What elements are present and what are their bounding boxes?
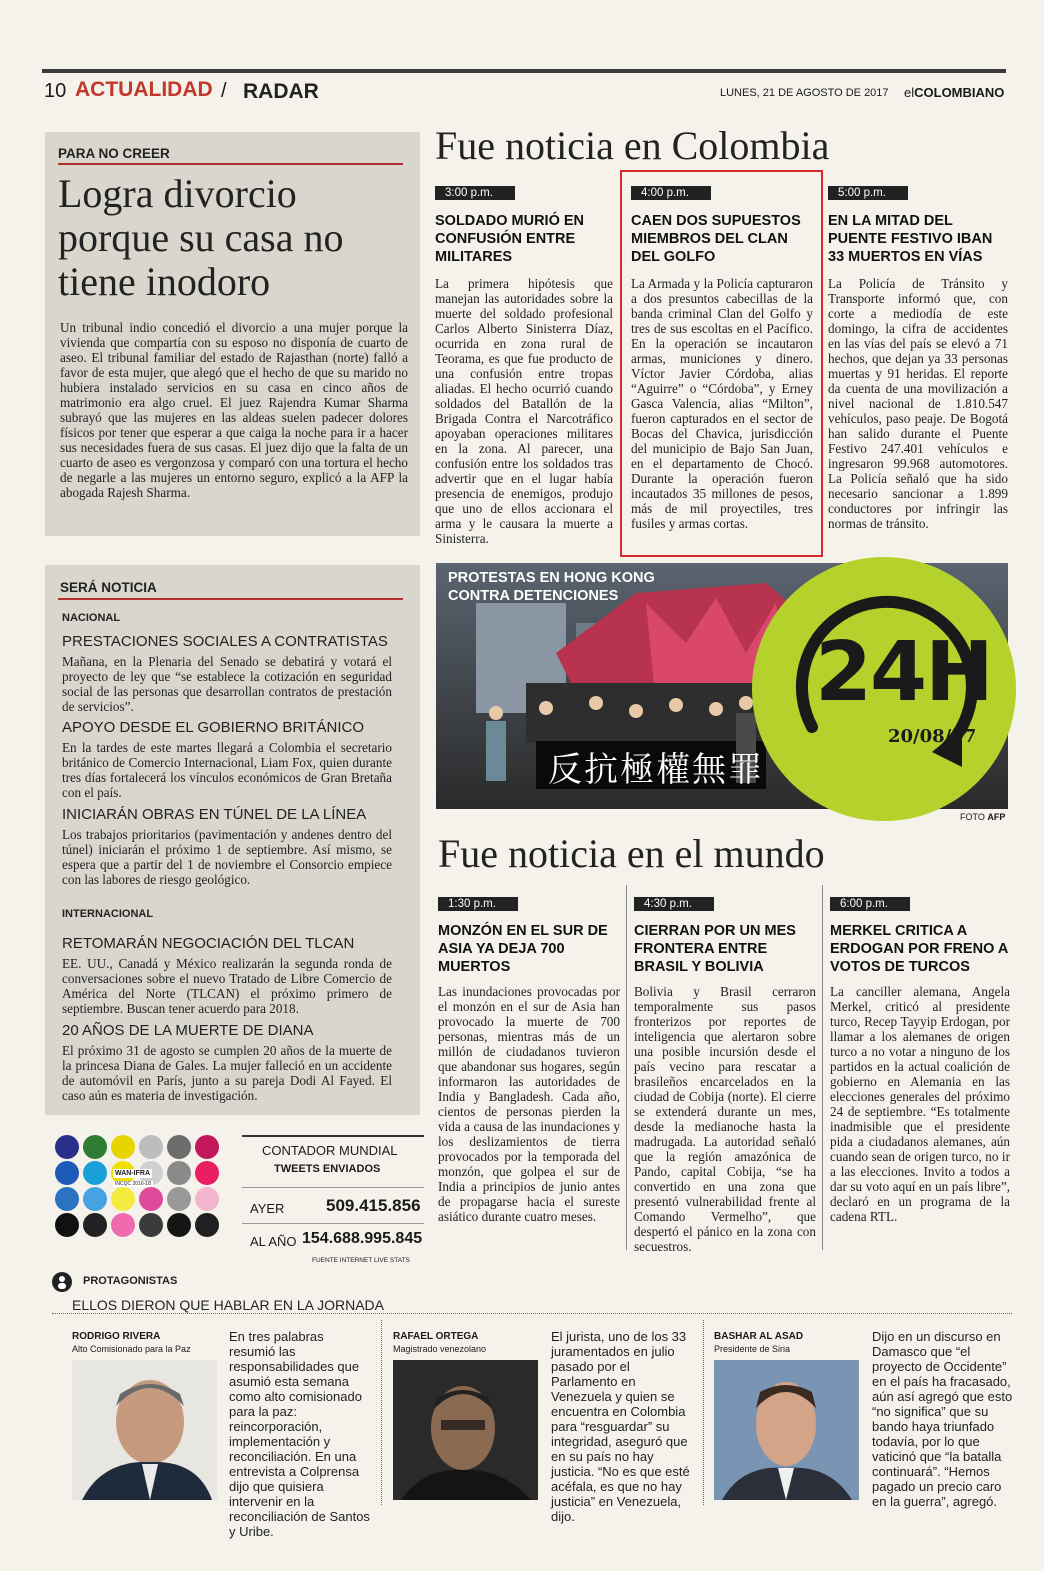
colombia-headline-1: SOLDADO MURIÓ EN CONFUSIÓN ENTRE MILITARES — [435, 213, 585, 265]
person-role-3: Presidente de Siria — [714, 1344, 791, 1354]
section-slash: / — [221, 80, 227, 102]
color-dot — [111, 1135, 135, 1159]
subsection-label: RADAR — [243, 80, 319, 103]
person-text-1: En tres palabras resumió las responsabilidades que asumió esta semana como alto comisionado para la paz: reincorporación, implementación y reconciliación. En una entrevista a Colprensa dijo que quisiera intervenir en la reconciliación de Santos y Uribe. — [229, 1329, 370, 1539]
kicker-rule — [58, 598, 403, 600]
mundo-time-1: 1:30 p.m. — [438, 897, 518, 911]
protagonistas-rule — [52, 1313, 1012, 1314]
24h-label: 24H — [815, 625, 992, 720]
year-value: 154.688.995.845 — [302, 1230, 423, 1247]
mundo-body-1: Las inundaciones provocadas por el monzón en el sur de Asia han provocado la muerte de 700 personas, mientras más de un millón de ciudadanos tuvieron que abandonar sus hogares, según informaron las autoridades de India y Bangladesh. Cada año, cientos de personas pierden la vida a causa de las inundaciones y los deslizamientos de tierra provocados por la temporada del monzón, que golpea el sur de India a principios de junio antes de propagarse hacia el sureste asiático durante cuatro meses. — [438, 984, 620, 1224]
colombia-body-1: La primera hipótesis que manejan las autoridades sobre la muerte del soldado profesional Carlos Alberto Sinisterra Díaz, ocurrida en zona rural de Teorama, es que fue producto de una confusión entre tropas aliadas. El hecho ocurrió cuando soldados del Batallón de la Brigada Contra el Narcotráfico apoyaban operaciones militares en la zona. Al parecer, una confusión entre los soldados tras advertir que en el lugar había presencia de enemigos, produjo que uno de ellos accionara el arma y le causara la muerte a Sinisterra. — [435, 276, 613, 546]
24h-date: 20/08/17 — [888, 726, 977, 747]
person-icon — [52, 1272, 72, 1292]
color-dot — [55, 1187, 79, 1211]
mundo-headline-3: MERKEL CRITICA A ERDOGAN POR FRENO A VOTOS DE TURCOS — [830, 923, 1008, 975]
mundo-body-2: Bolivia y Brasil cerraron temporalmente sus pasos fronterizos por reportes de inteligencia que alertaron sobre una posible incursión desde el país vecino para rescatar a brasileños encarcelados en la ciudad de Cobija (norte). El cierre se extenderá durante un mes, desde la medianoche hasta la madrugada. La autoridad señaló que la región amazónica de Pando, capital Cobija, “se ha convertido en una zona que presentó vulnerabilidad frente al Comando Vermelho”, que despertó el pánico en la zona con secuestros. — [634, 984, 816, 1254]
color-dot — [83, 1161, 107, 1185]
person-name-3: BASHAR AL ASAD — [714, 1331, 804, 1342]
counter-rule — [242, 1187, 424, 1188]
color-dot — [195, 1135, 219, 1159]
para-no-creer-kicker: PARA NO CREER — [58, 146, 170, 161]
portrait-rafael-ortega — [393, 1360, 538, 1500]
yesterday-value: 509.415.856 — [326, 1196, 421, 1215]
color-dot — [111, 1213, 135, 1237]
para-no-creer-headline: Logra divorcio porque su casa no tiene inodoro — [58, 171, 344, 304]
color-dot — [139, 1135, 163, 1159]
colombia-time-3: 5:00 p.m. — [828, 186, 908, 200]
yesterday-label: AYER — [250, 1201, 285, 1216]
color-dot — [83, 1135, 107, 1159]
nacional-label: NACIONAL — [62, 612, 121, 624]
sera-item-body-5: El próximo 31 de agosto se cumplen 20 años de la muerte de la princesa Diana de Gales. La mujer falleció en un accidente de automóvil en París, junto a su pareja Dodi Al Fayed. El caso aún es materia de investigación. — [62, 1043, 392, 1103]
person-role-2: Magistrado venezolano — [393, 1344, 487, 1354]
portrait-bashar-al-asad — [714, 1360, 859, 1500]
protagonistas-subtitle: ELLOS DIERON QUE HABLAR EN LA JORNADA — [72, 1297, 384, 1313]
section-label: ACTUALIDAD — [75, 78, 213, 101]
column-separator — [381, 1320, 382, 1505]
sera-item-body-4: EE. UU., Canadá y México realizarán la segunda ronda de conversaciones sobre el nuevo Tratado de Libre Comercio de América del Norte (TLCAN) el próximo primero de septiembre. Buscan tener acuerdo para 2018. — [62, 956, 392, 1016]
colombia-body-3: La Policía de Tránsito y Transporte informó que, con corte a mediodía de este domingo, la cifra de accidentes en las vías del país se elevó a 71 hechos, que dejan ya 33 personas muertas y 91 heridas. El reporte da cuenta de una movilización a nivel nacional de 1.810.547 vehículos, paso peaje. De Bogotá han salido durante el Puente Festivo 247.401 vehículos e ingresaron 99.968 automotores. La Policía señaló que ha sido necesario sancionar a 1.899 conductores por infringir las normas de tránsito. — [828, 276, 1008, 531]
logo-subtext: INCQC 2016-18 — [115, 1181, 151, 1187]
person-name-2: RAFAEL ORTEGA — [393, 1331, 479, 1342]
color-dot — [195, 1161, 219, 1185]
color-dot — [167, 1135, 191, 1159]
top-rule — [42, 69, 1006, 73]
counter-subtitle: TWEETS ENVIADOS — [274, 1163, 381, 1175]
page-number: 10 — [44, 80, 67, 102]
sera-item-title-2: APOYO DESDE EL GOBIERNO BRITÁNICO — [62, 719, 365, 736]
photo-caption-text: PROTESTAS EN HONG KONG CONTRA DETENCIONES — [448, 570, 655, 604]
banner-text: 反抗極權無罪 — [548, 750, 764, 790]
color-dot — [167, 1187, 191, 1211]
mundo-time-3: 6:00 p.m. — [830, 897, 910, 911]
mundo-headline-2: CIERRAN POR UN MES FRONTERA ENTRE BRASIL Y BOLIVIA — [634, 923, 796, 975]
mundo-time-2: 4:30 p.m. — [634, 897, 714, 911]
logo-text: WAN-IFRA — [115, 1170, 150, 1177]
colombia-time-2: 4:00 p.m. — [631, 186, 711, 200]
color-dot — [139, 1187, 163, 1211]
colombia-body-2: La Armada y la Policía capturaron a dos presuntos cabecillas de la banda criminal Clan del Golfo y tres de sus escoltas en el Pacífico. En la operación se incautaron armas, municiones y dinero. Víctor Javier Córdoba, alias “Aguirre” o “Córdoba”, y Erney Gasca Valencia, alias “Milton”, fueron capturados en el sector de Bocas del Chavica, jurisdicción del municipio de Bajo San Juan, en el departamento de Chocó. Durante la operación fueron incautados 35 millones de pesos, más de mil proyectiles, tres fusiles y armas cortas. — [631, 276, 813, 531]
counter-title: CONTADOR MUNDIAL — [262, 1143, 398, 1158]
year-label: AL AÑO — [250, 1234, 297, 1249]
protagonistas-kicker: PROTAGONISTAS — [83, 1275, 178, 1287]
column-separator — [822, 885, 823, 1250]
brand-logo — [904, 85, 1004, 100]
photo-credit — [960, 812, 1005, 822]
brand-name: COLOMBIANO — [914, 85, 1005, 100]
sera-item-body-1: Mañana, en la Plenaria del Senado se debatirá y votará el proyecto de ley que “se establece la cotización en seguridad social de las personas que desarrollan contratos de prestación de servicios”. — [62, 654, 392, 714]
kicker-rule — [58, 163, 403, 165]
column-separator — [703, 1320, 704, 1505]
para-no-creer-body: Un tribunal indio concedió el divorcio a una mujer porque la vivienda que compartía con su esposo no disponía de cuarto de aseo. El tribunal familiar del estado de Rajasthan (norte) falló a favor de esta mujer, que alegó que el hecho de que su marido no hubiera instalado servicios en su casa en cinco años de matrimonio era algo cruel. El juez Rajendra Kumar Sharma subrayó que las mujeres en las aldeas suelen padecer dolores físicos por tener que esperar a que caiga la noche para ir a hacer sus necesidades fuera de sus casas. El juez dijo que la falta de un cuarto de aseo es vergonzosa y comparó con una tortura el hecho de negarle a las mujeres un entorno seguro, explicó a la AFP la abogada Rajesh Sharma. — [60, 320, 408, 500]
colombia-headline-2: CAEN DOS SUPUESTOS MIEMBROS DEL CLAN DEL GOLFO — [631, 213, 801, 265]
color-dot — [195, 1213, 219, 1237]
person-role-1: Alto Comisionado para la Paz — [72, 1344, 191, 1354]
photo-caption — [448, 569, 688, 605]
color-dot — [111, 1187, 135, 1211]
portrait-rodrigo-rivera — [72, 1360, 217, 1500]
credit-agency: AFP — [987, 812, 1006, 822]
quality-logo — [55, 1135, 225, 1255]
sera-noticia-kicker: SERÁ NOTICIA — [60, 580, 157, 595]
color-dot — [195, 1187, 219, 1211]
colombia-title: Fue noticia en Colombia — [435, 123, 830, 168]
color-dot — [139, 1213, 163, 1237]
colombia-headline-3: EN LA MITAD DEL PUENTE FESTIVO IBAN 33 MUERTOS EN VÍAS — [828, 213, 993, 265]
credit-prefix: FOTO — [960, 812, 985, 822]
sera-item-title-5: 20 AÑOS DE LA MUERTE DE DIANA — [62, 1022, 314, 1039]
color-dot — [55, 1213, 79, 1237]
sera-item-title-4: RETOMARÁN NEGOCIACIÓN DEL TLCAN — [62, 935, 355, 952]
color-dot — [167, 1213, 191, 1237]
mundo-title: Fue noticia en el mundo — [438, 831, 825, 876]
issue-date: LUNES, 21 DE AGOSTO DE 2017 — [720, 87, 889, 99]
counter-source: FUENTE INTERNET LIVE STATS — [312, 1257, 410, 1264]
person-name-1: RODRIGO RIVERA — [72, 1331, 161, 1342]
counter-rule — [242, 1223, 424, 1224]
column-separator — [626, 885, 627, 1250]
color-dot — [83, 1213, 107, 1237]
sera-item-title-1: PRESTACIONES SOCIALES A CONTRATISTAS — [62, 633, 388, 650]
sera-item-body-3: Los trabajos prioritarios (pavimentación y andenes dentro del túnel) iniciarán el próximo 1 de septiembre. Así mismo, se espera que a partir del 1 de noviembre el Consorcio empiece con las labores de riesgo geológico. — [62, 827, 392, 887]
counter-box — [242, 1135, 424, 1255]
color-dot — [55, 1161, 79, 1185]
color-dot — [55, 1135, 79, 1159]
person-text-2: El jurista, uno de los 33 juramentados en julio pasado por el Parlamento en Venezuela y quien se encuentra en Colombia para “resguardar” su integridad, aseguró que en su país no hay justicia. “No es que esté acéfala, es que no hay justicia” en Venezuela, dijo. — [551, 1329, 690, 1524]
color-dot — [167, 1161, 191, 1185]
mundo-body-3: La canciller alemana, Angela Merkel, criticó al presidente turco, Recep Tayyip Erdogan, por llamar a los alemanes de origen turco a no votar a ninguno de los partidos en la actual coalición de gobierno en Alemania en las elecciones generales del próximo 24 de septiembre. “Es totalmente inadmisible que el presidente pida a ciudadanos alemanes, aún cuando sean de origen turco, no ir a las elecciones. Invito a todos a dar su voto aquí en un país libre”, declaró en un programa de la cadena RTL. — [830, 984, 1010, 1224]
internacional-label: INTERNACIONAL — [62, 908, 154, 920]
mundo-headline-1: MONZÓN EN EL SUR DE ASIA YA DEJA 700 MUERTOS — [438, 923, 608, 975]
sera-item-body-2: En la tardes de este martes llegará a Colombia el secretario británico de Comercio Internacional, Liam Fox, quien durante tres días fortalecerá los vínculos económicos de Gran Bretaña con el país. — [62, 740, 392, 800]
color-dot — [83, 1187, 107, 1211]
person-text-3: Dijo en un discurso en Damasco que “el proyecto de Occidente” en el país ha fracasado, aún así agregó que esto “no significa” que su bando haya triunfado todavía, por lo que vaticinó que “la batalla continuará”. “Hemos pagado un precio caro en la guerra”, agregó. — [872, 1329, 1013, 1509]
brand-prefix: el — [904, 85, 915, 100]
sera-item-title-3: INICIARÁN OBRAS EN TÚNEL DE LA LÍNEA — [62, 806, 367, 823]
colombia-time-1: 3:00 p.m. — [435, 186, 515, 200]
